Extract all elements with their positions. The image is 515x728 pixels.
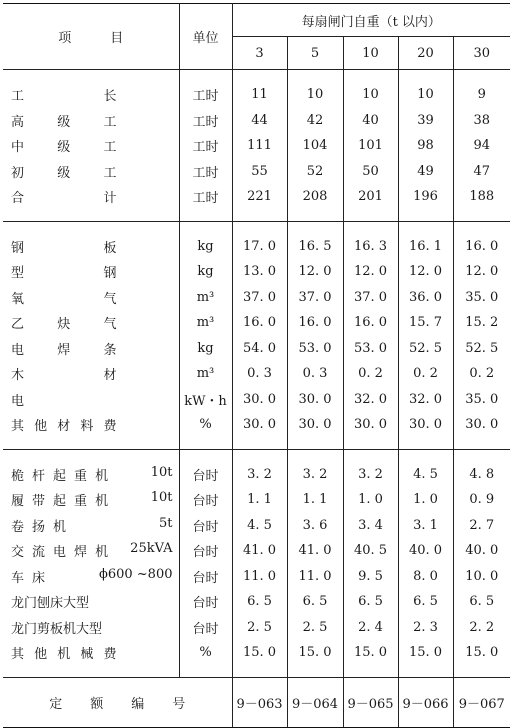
value-cell: 6. 5	[398, 589, 453, 615]
table-row	[3, 259, 510, 285]
value-cell: 2. 2	[453, 615, 510, 641]
value-cell: 52	[287, 159, 343, 185]
value-cell: 0. 2	[453, 361, 510, 387]
item-name-char: 氧	[11, 291, 25, 307]
item-name-char: 工	[103, 114, 117, 130]
unit-cell: %	[179, 412, 232, 449]
weight-header-5: 5	[287, 37, 343, 70]
item-name-cell	[3, 387, 179, 413]
value-cell: 0. 2	[343, 361, 398, 387]
item-name-char: 费	[103, 419, 117, 435]
weight-header-10: 10	[343, 37, 398, 70]
weight-header-20: 20	[398, 37, 453, 70]
item-name-char: 木	[11, 368, 25, 384]
value-cell: 55	[232, 159, 287, 185]
item-name-char: 炔	[57, 317, 71, 333]
item-name-cell	[3, 285, 179, 311]
item-column-header: 项 目	[3, 4, 179, 70]
unit-cell: 工时	[179, 70, 232, 108]
item-name-cell	[3, 184, 179, 221]
value-cell: 16. 5	[287, 221, 343, 259]
table-row	[3, 513, 510, 539]
value-cell: 188	[453, 184, 510, 221]
value-cell: 30. 0	[453, 412, 510, 449]
value-cell: 0. 3	[232, 361, 287, 387]
value-cell: 3. 1	[398, 513, 453, 539]
item-name-cell	[3, 259, 179, 285]
value-cell: 15. 0	[398, 640, 453, 677]
item-name-char: 电	[53, 545, 67, 561]
item-name-char: 级	[57, 165, 71, 181]
unit-column-header: 单位	[179, 4, 232, 70]
quota-code-cell: 9－064	[287, 677, 343, 727]
quota-code-cell: 9－065	[343, 677, 398, 727]
quota-label-char: 额	[90, 696, 104, 712]
table-row	[3, 221, 510, 259]
unit-cell: 台时	[179, 449, 232, 487]
table-row	[3, 615, 510, 641]
item-name-char: 卷	[11, 519, 25, 535]
quota-code-cell: 9－067	[453, 677, 510, 727]
unit-cell: m³	[179, 361, 232, 387]
value-cell: 40. 0	[398, 538, 453, 564]
value-cell: 1. 0	[343, 487, 398, 513]
item-name-char: 高	[11, 114, 25, 130]
value-cell: 54. 0	[232, 336, 287, 362]
value-cell: 3. 6	[287, 513, 343, 539]
item-name-char: 车	[11, 570, 25, 586]
value-cell: 9	[453, 70, 510, 108]
value-cell: 8. 0	[398, 564, 453, 590]
value-cell: 11. 0	[287, 564, 343, 590]
unit-cell: %	[179, 640, 232, 677]
item-name-text: 龙门剪板机大型	[11, 621, 103, 637]
table-row	[3, 449, 510, 487]
value-cell: 41. 0	[232, 538, 287, 564]
value-cell: 53. 0	[343, 336, 398, 362]
unit-cell: 台时	[179, 513, 232, 539]
value-cell: 196	[398, 184, 453, 221]
item-spec: 10t	[150, 464, 173, 480]
value-cell: 17. 0	[232, 221, 287, 259]
table-row	[3, 70, 510, 108]
unit-cell: 工时	[179, 108, 232, 134]
unit-cell: 台时	[179, 615, 232, 641]
item-name-char: 级	[57, 114, 71, 130]
unit-cell: 台时	[179, 538, 232, 564]
item-name-char: 扬	[32, 519, 46, 535]
unit-cell: kW・h	[179, 387, 232, 413]
unit-cell: kg	[179, 336, 232, 362]
value-cell: 42	[287, 108, 343, 134]
item-name-char: 杆	[32, 468, 46, 484]
unit-cell: kg	[179, 221, 232, 259]
item-name-char: 床	[32, 570, 46, 586]
item-name-char: 桅	[11, 468, 25, 484]
value-cell: 6. 5	[287, 589, 343, 615]
value-cell: 47	[453, 159, 510, 185]
item-name-char: 中	[11, 140, 25, 156]
item-name-cell	[3, 133, 179, 159]
item-name-char: 合	[11, 191, 25, 207]
item-name-char: 其	[11, 647, 25, 663]
quota-label-char: 号	[172, 696, 186, 712]
value-cell: 13. 0	[232, 259, 287, 285]
item-name-char: 机	[53, 519, 67, 535]
item-name-cell	[3, 589, 179, 615]
value-cell: 16. 0	[287, 310, 343, 336]
item-name-char: 机	[95, 468, 109, 484]
value-cell: 2. 5	[287, 615, 343, 641]
value-cell: 15. 7	[398, 310, 453, 336]
item-name-char: 他	[34, 419, 48, 435]
value-cell: 32. 0	[398, 387, 453, 413]
item-spec: 25kVA	[130, 541, 173, 557]
item-name-char: 气	[103, 317, 117, 333]
value-cell: 4. 8	[453, 449, 510, 487]
value-cell: 37. 0	[232, 285, 287, 311]
value-cell: 1. 1	[287, 487, 343, 513]
value-cell: 15. 0	[343, 640, 398, 677]
item-name-char: 计	[103, 191, 117, 207]
item-name-char: 电	[11, 342, 25, 358]
value-cell: 37. 0	[343, 285, 398, 311]
value-cell: 201	[343, 184, 398, 221]
item-spec: 5t	[159, 515, 173, 531]
value-cell: 38	[453, 108, 510, 134]
item-name-char: 钢	[103, 266, 117, 282]
unit-cell: m³	[179, 285, 232, 311]
item-name-char: 气	[103, 291, 117, 307]
value-cell: 12. 0	[453, 259, 510, 285]
value-cell: 2. 7	[453, 513, 510, 539]
item-name-char: 材	[57, 419, 71, 435]
table-row	[3, 285, 510, 311]
unit-cell: kg	[179, 259, 232, 285]
value-cell: 30. 0	[343, 412, 398, 449]
item-name-cell	[3, 336, 179, 362]
table-row	[3, 538, 510, 564]
value-cell: 36. 0	[398, 285, 453, 311]
unit-cell: m³	[179, 310, 232, 336]
value-cell: 221	[232, 184, 287, 221]
item-spec: ϕ600 ~800	[98, 566, 173, 582]
item-name-char: 机	[95, 545, 109, 561]
item-name-cell	[3, 108, 179, 134]
value-cell: 10	[398, 70, 453, 108]
value-cell: 40	[343, 108, 398, 134]
item-name-char: 工	[11, 89, 25, 105]
value-cell: 101	[343, 133, 398, 159]
table-row	[3, 387, 510, 413]
value-cell: 30. 0	[398, 412, 453, 449]
value-cell: 3. 2	[343, 449, 398, 487]
item-name-cell	[3, 70, 179, 108]
weight-group-header: 每扇闸门自重（t 以内）	[232, 4, 510, 37]
item-name-cell	[3, 221, 179, 259]
item-name-char: 他	[34, 647, 48, 663]
value-cell: 30. 0	[287, 387, 343, 413]
value-cell: 3. 2	[287, 449, 343, 487]
value-cell: 12. 0	[343, 259, 398, 285]
unit-cell: 台时	[179, 487, 232, 513]
value-cell: 12. 0	[398, 259, 453, 285]
table-row	[3, 159, 510, 185]
table-row	[3, 412, 510, 449]
value-cell: 40. 5	[343, 538, 398, 564]
item-name-char: 履	[11, 494, 25, 510]
item-name-char: 其	[11, 419, 25, 435]
value-cell: 0. 9	[453, 487, 510, 513]
item-name-char: 费	[103, 647, 117, 663]
weight-header-3: 3	[232, 37, 287, 70]
item-name-cell	[3, 640, 179, 677]
table-row	[3, 133, 510, 159]
value-cell: 0. 2	[398, 361, 453, 387]
item-name-text: 龙门刨床大型	[11, 596, 90, 612]
quota-label-char: 定	[49, 696, 63, 712]
value-cell: 15. 2	[453, 310, 510, 336]
unit-cell: 台时	[179, 589, 232, 615]
item-name-char: 流	[32, 545, 46, 561]
item-name-cell	[3, 513, 179, 539]
value-cell: 2. 5	[232, 615, 287, 641]
item-name-char: 级	[57, 140, 71, 156]
value-cell: 52. 5	[453, 336, 510, 362]
value-cell: 1. 0	[398, 487, 453, 513]
item-name-cell	[3, 615, 179, 641]
item-name-char: 钢	[11, 240, 25, 256]
item-name-char: 机	[95, 494, 109, 510]
value-cell: 2. 3	[398, 615, 453, 641]
value-cell: 16. 0	[343, 310, 398, 336]
table-row	[3, 184, 510, 221]
value-cell: 41. 0	[287, 538, 343, 564]
value-cell: 16. 0	[453, 221, 510, 259]
item-name-char: 械	[80, 647, 94, 663]
item-spec: 10t	[150, 490, 173, 506]
table-row	[3, 487, 510, 513]
value-cell: 44	[232, 108, 287, 134]
table-row	[3, 336, 510, 362]
value-cell: 15. 0	[232, 640, 287, 677]
value-cell: 98	[398, 133, 453, 159]
unit-cell: 工时	[179, 133, 232, 159]
table-row	[3, 640, 510, 677]
item-name-char: 乙	[11, 317, 25, 333]
value-cell: 10	[343, 70, 398, 108]
value-cell: 111	[232, 133, 287, 159]
item-name-char: 带	[32, 494, 46, 510]
value-cell: 94	[453, 133, 510, 159]
value-cell: 9. 5	[343, 564, 398, 590]
value-cell: 12. 0	[287, 259, 343, 285]
value-cell: 15. 0	[453, 640, 510, 677]
value-cell: 40. 0	[453, 538, 510, 564]
value-cell: 15. 0	[287, 640, 343, 677]
value-cell: 4. 5	[398, 449, 453, 487]
item-name-char: 起	[53, 494, 67, 510]
item-name-char: 焊	[57, 342, 71, 358]
value-cell: 16. 0	[232, 310, 287, 336]
item-name-char: 条	[103, 342, 117, 358]
quota-code-cell: 9－066	[398, 677, 453, 727]
item-name-cell	[3, 310, 179, 336]
value-cell: 1. 1	[232, 487, 287, 513]
quota-code-cell: 9－063	[232, 677, 287, 727]
item-name-char: 料	[80, 419, 94, 435]
value-cell: 6. 5	[343, 589, 398, 615]
quota-table	[3, 3, 510, 728]
value-cell: 3. 4	[343, 513, 398, 539]
value-cell: 52. 5	[398, 336, 453, 362]
item-name-char: 板	[103, 240, 117, 256]
item-name-cell	[3, 449, 179, 487]
unit-cell: 工时	[179, 184, 232, 221]
item-name-char: 材	[103, 368, 117, 384]
value-cell: 53. 0	[287, 336, 343, 362]
value-cell: 208	[287, 184, 343, 221]
value-cell: 6. 5	[232, 589, 287, 615]
item-name-char: 机	[57, 647, 71, 663]
value-cell: 50	[343, 159, 398, 185]
item-name-cell	[3, 538, 179, 564]
value-cell: 10. 0	[453, 564, 510, 590]
table-row	[3, 361, 510, 387]
table-row	[3, 108, 510, 134]
table-row	[3, 589, 510, 615]
value-cell: 3. 2	[232, 449, 287, 487]
item-name-cell	[3, 564, 179, 590]
value-cell: 30. 0	[287, 412, 343, 449]
value-cell: 11	[232, 70, 287, 108]
table-row	[3, 310, 510, 336]
value-cell: 39	[398, 108, 453, 134]
item-name-cell	[3, 159, 179, 185]
item-name-char: 工	[103, 165, 117, 181]
item-name-char: 重	[74, 494, 88, 510]
item-name-cell	[3, 412, 179, 449]
value-cell: 104	[287, 133, 343, 159]
value-cell: 6. 5	[453, 589, 510, 615]
value-cell: 16. 1	[398, 221, 453, 259]
item-name-char: 焊	[74, 545, 88, 561]
item-name-char: 长	[103, 89, 117, 105]
value-cell: 49	[398, 159, 453, 185]
value-cell: 37. 0	[287, 285, 343, 311]
item-name-char: 重	[74, 468, 88, 484]
value-cell: 4. 5	[232, 513, 287, 539]
value-cell: 32. 0	[343, 387, 398, 413]
weight-header-30: 30	[453, 37, 510, 70]
table-row	[3, 564, 510, 590]
value-cell: 30. 0	[232, 387, 287, 413]
value-cell: 11. 0	[232, 564, 287, 590]
item-name-text: 电	[11, 393, 25, 409]
item-name-cell	[3, 487, 179, 513]
value-cell: 16. 3	[343, 221, 398, 259]
item-name-cell	[3, 361, 179, 387]
value-cell: 35. 0	[453, 285, 510, 311]
item-name-char: 工	[103, 140, 117, 156]
quota-label-char: 编	[131, 696, 145, 712]
value-cell: 35. 0	[453, 387, 510, 413]
item-name-char: 初	[11, 165, 25, 181]
item-name-char: 交	[11, 545, 25, 561]
value-cell: 2. 4	[343, 615, 398, 641]
item-name-char: 型	[11, 266, 25, 282]
unit-cell: 工时	[179, 159, 232, 185]
value-cell: 30. 0	[232, 412, 287, 449]
unit-cell: 台时	[179, 564, 232, 590]
value-cell: 0. 3	[287, 361, 343, 387]
value-cell: 10	[287, 70, 343, 108]
item-name-char: 起	[53, 468, 67, 484]
